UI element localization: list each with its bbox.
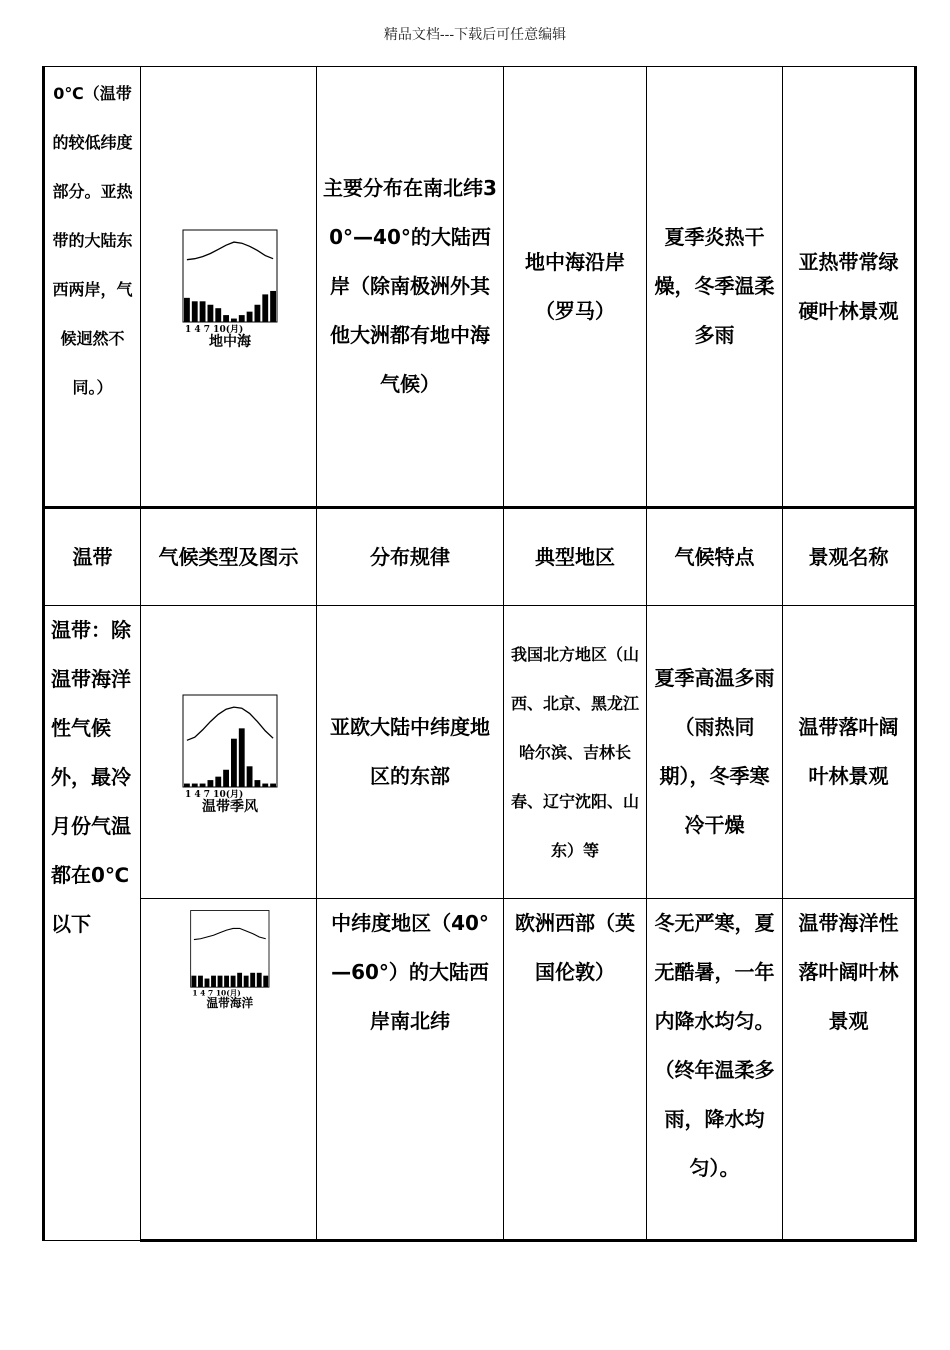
header-region: 典型地区 (504, 508, 647, 606)
chart-caption: 温带季风 (201, 799, 258, 815)
monsoon-climate-chart (169, 687, 289, 817)
precip-bar (224, 976, 229, 988)
features-cell (647, 899, 783, 1241)
distribution-text: 中纬度地区（40°—60°）的大陆西岸南北纬 (331, 911, 489, 1033)
landscape-cell (783, 67, 916, 508)
precip-bar (256, 973, 261, 987)
precip-bar (223, 315, 229, 322)
precip-bar (215, 777, 221, 787)
precip-bar (262, 784, 268, 787)
precip-bar (230, 976, 235, 988)
distribution-cell (317, 899, 504, 1241)
header-climate-type: 气候类型及图示 (141, 508, 317, 606)
precip-bar (254, 780, 260, 787)
temperature-curve (186, 707, 272, 740)
precip-bar (211, 976, 216, 988)
precip-bar (223, 770, 229, 787)
precip-bar (217, 976, 222, 988)
precip-bar (191, 784, 197, 787)
landscape-text: 温带落叶阔叶林景观 (798, 715, 899, 788)
precip-bar (215, 308, 221, 322)
zone-text: 0℃（温带的较低纬度部分。亚热带的大陆东西两岸，气候迥然不同。） (52, 84, 133, 397)
mediterranean-climate-chart (169, 222, 289, 352)
oceanic-climate-chart (179, 903, 279, 1013)
temperate-zone-cell (44, 606, 141, 1241)
region-text: 地中海沿岸（罗马） (525, 249, 625, 323)
header-distribution: 分布规律 (317, 508, 504, 606)
temperate-zone-text: 温带：除温带海洋性气候外，最冷月份气温都在0℃以下 (51, 618, 131, 936)
region-cell (504, 606, 647, 899)
features-cell (647, 606, 783, 899)
precip-bar (184, 297, 190, 321)
header-features: 气候特点 (647, 508, 783, 606)
precip-bar (263, 976, 268, 988)
features-cell (647, 67, 783, 508)
precip-bar (262, 294, 268, 322)
temperature-curve (186, 242, 272, 260)
precip-bar (238, 315, 244, 322)
chart-caption: 温带海洋 (206, 996, 253, 1011)
monsoon-row (44, 606, 916, 899)
precip-bar (270, 784, 276, 787)
distribution-text: 主要分布在南北纬30°—40°的大陆西岸（除南极洲外其他大洲都有地中海气候） (323, 176, 497, 396)
month-ticks: 1 4 7 10(月) (191, 988, 241, 998)
distribution-cell (317, 606, 504, 899)
chart-caption: 地中海 (208, 333, 251, 350)
precip-bar (198, 976, 203, 988)
header-landscape: 景观名称 (783, 508, 916, 606)
precip-bar (191, 301, 197, 322)
precip-bar (199, 784, 205, 787)
precip-bar (237, 973, 242, 987)
precip-bar (191, 976, 196, 988)
precip-bar (238, 728, 244, 787)
chart-cell (141, 899, 317, 1241)
precip-bar (250, 973, 255, 987)
precip-bar (254, 304, 260, 321)
precip-bar (243, 976, 248, 988)
features-text: 夏季炎热干燥，冬季温柔多雨 (654, 225, 775, 347)
mediterranean-row (44, 67, 916, 508)
landscape-text: 亚热带常绿硬叶林景观 (798, 249, 899, 323)
landscape-cell (783, 899, 916, 1241)
features-text: 夏季高温多雨（雨热同期），冬季寒冷干燥 (654, 666, 775, 837)
precip-bar (246, 311, 252, 321)
chart-cell (141, 606, 317, 899)
distribution-cell (317, 67, 504, 508)
precip-bar (204, 979, 209, 988)
precip-bar (207, 304, 213, 321)
precip-bar (207, 780, 213, 787)
climate-table (42, 66, 917, 1242)
precip-bar (231, 318, 237, 321)
precip-bar (184, 784, 190, 787)
distribution-text: 亚欧大陆中纬度地区的东部 (330, 715, 490, 788)
header-zone: 温带 (44, 508, 141, 606)
zone-cell (44, 67, 141, 508)
landscape-cell (783, 606, 916, 899)
precip-bar (199, 301, 205, 322)
chart-cell (141, 67, 317, 508)
page-header: 精品文档---下载后可任意编辑 (383, 27, 567, 43)
region-cell (504, 899, 647, 1241)
month-ticks: 1 4 7 10(月) (184, 790, 243, 800)
region-text: 欧洲西部（英国伦敦） (515, 911, 635, 984)
precip-bar (231, 739, 237, 787)
oceanic-row (44, 899, 916, 1241)
features-text: 冬无严寒，夏无酷暑，一年内降水均匀。（终年温柔多雨，降水均匀）。 (654, 911, 775, 1180)
table-header-row (44, 508, 916, 606)
temperature-curve (193, 928, 265, 939)
landscape-text: 温带海洋性落叶阔叶林景观 (798, 911, 899, 1033)
region-text: 我国北方地区（山西、北京、黑龙江哈尔滨、吉林长春、辽宁沈阳、山东）等 (510, 644, 639, 860)
precip-bar (246, 766, 252, 787)
month-ticks: 1 4 7 10(月) (184, 324, 243, 335)
precip-bar (270, 290, 276, 321)
region-cell (504, 67, 647, 508)
